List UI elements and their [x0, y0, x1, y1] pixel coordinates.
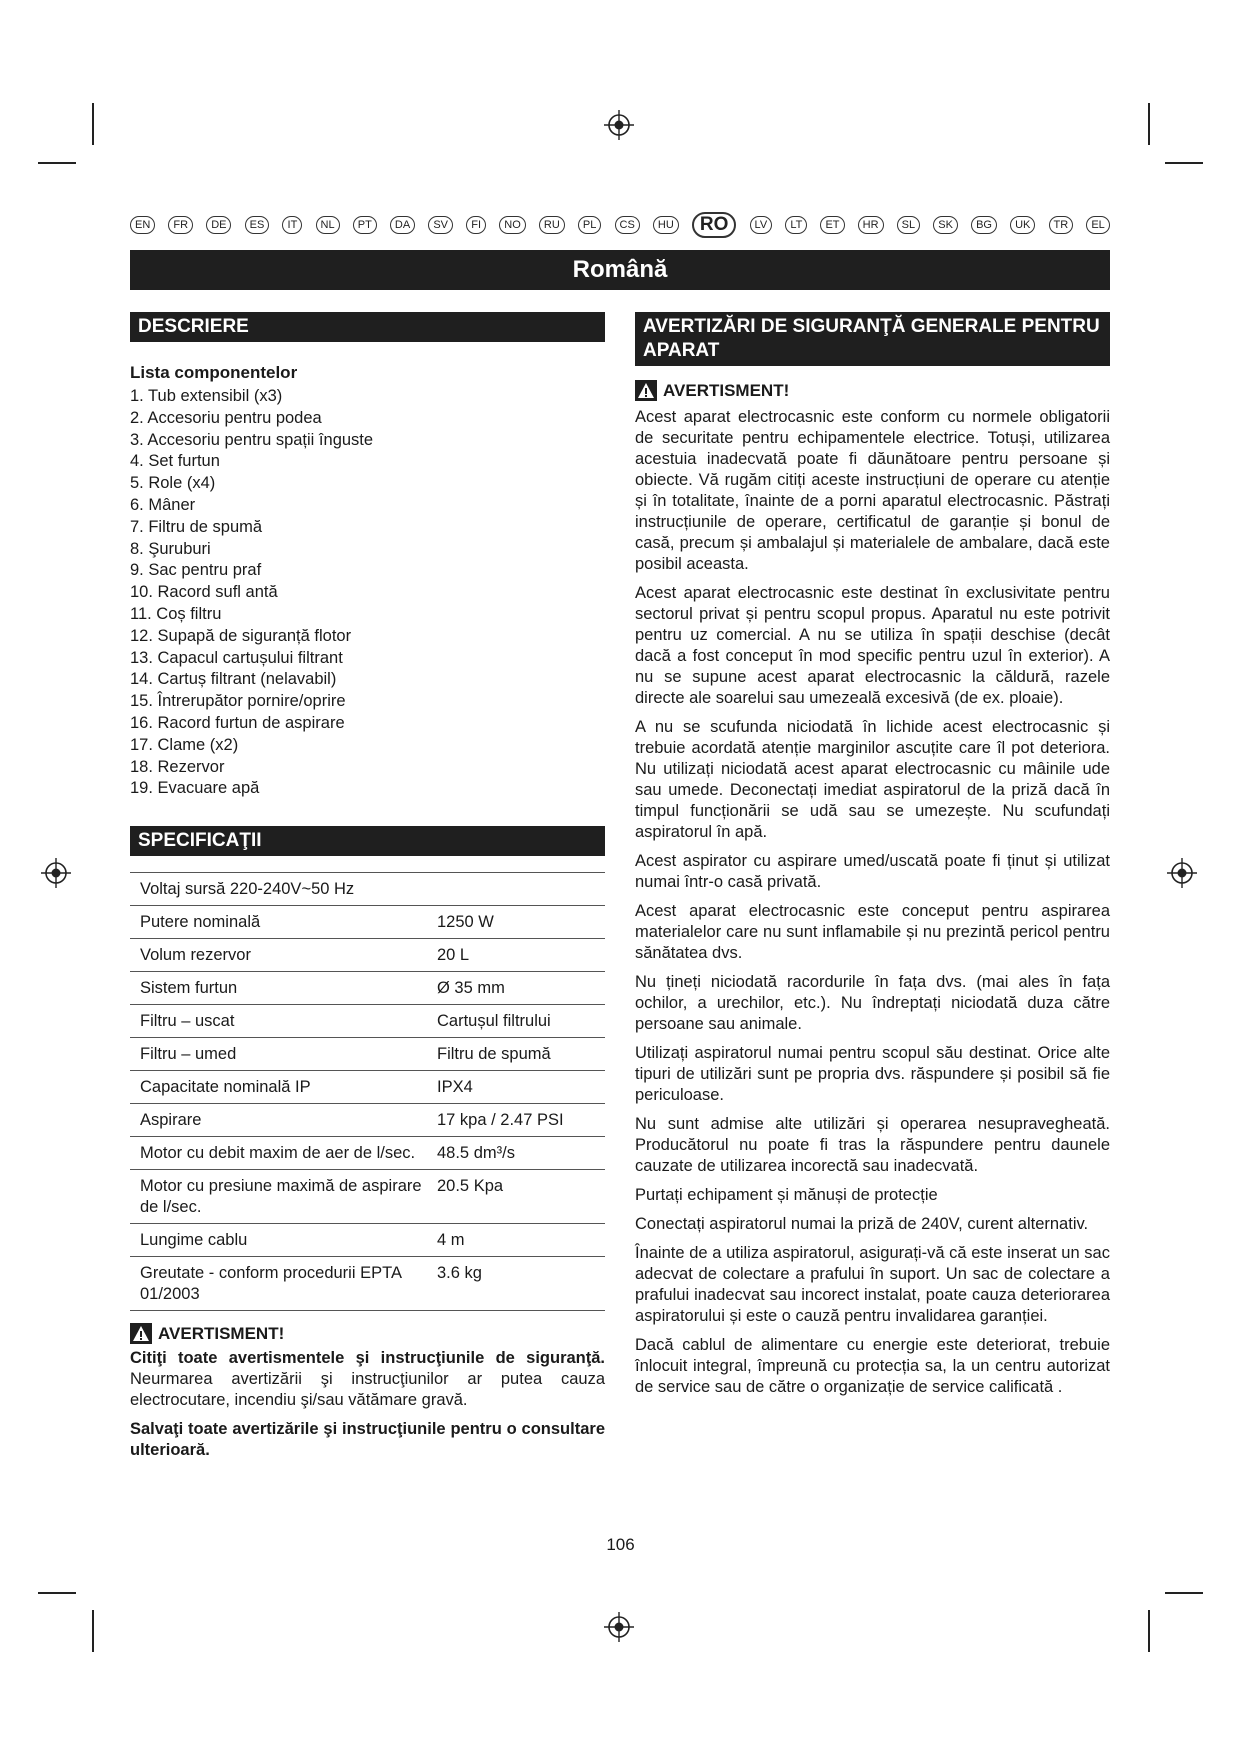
component-item: 5. Role (x4) — [130, 474, 216, 493]
spec-value: Cartușul filtrului — [431, 1005, 605, 1038]
registration-mark-icon — [1165, 856, 1199, 890]
language-badge-pl: PL — [578, 216, 601, 234]
language-badge-es: ES — [245, 216, 270, 234]
warning-label: AVERTISMENT! — [663, 381, 790, 400]
language-badge-hr: HR — [858, 216, 884, 234]
language-badge-it: IT — [282, 216, 302, 234]
registration-mark-icon — [602, 108, 636, 142]
spec-row — [130, 1071, 605, 1104]
warning-paragraph — [130, 1348, 605, 1411]
component-item: 10. Racord sufl antă — [130, 583, 278, 602]
components-title: Lista componentelor — [130, 363, 298, 382]
spec-row — [130, 1224, 605, 1257]
language-badge-uk: UK — [1010, 216, 1035, 234]
language-badge-no: NO — [499, 216, 526, 234]
crop-mark — [92, 1610, 94, 1652]
crop-mark — [38, 1592, 76, 1594]
spec-row — [130, 972, 605, 1005]
safety-paragraph: Acest aparat electrocasnic este destinat în exclusivitate pentru sectorul privat și pentru scopul propus. Aparatul nu este potrivit pentru uz comercial. A nu se utiliza în spații deschise (decât dacă a fost conceput în mod specific pentru uzul în exterior). A nu se supune acest aparat electrocasnic la căldură, razele directe ale soarelui sau umezeală excesivă (de ex. ploaie). — [635, 584, 1110, 707]
spec-row — [130, 1257, 605, 1311]
right-column — [635, 312, 1110, 1406]
spec-row — [130, 1170, 605, 1224]
crop-mark — [1165, 162, 1203, 164]
warning-bold-text: Citiţi toate avertismentele şi instrucţiunile de siguranţă. — [130, 1349, 605, 1368]
component-item: 19. Evacuare apă — [130, 779, 260, 798]
language-badge-lt: LT — [785, 216, 807, 234]
language-badge-da: DA — [390, 216, 415, 234]
spec-value: 48.5 dm³/s — [431, 1137, 605, 1170]
spec-label: Volum rezervor — [130, 939, 431, 972]
spec-label: Filtru – uscat — [130, 1005, 431, 1038]
component-item: 11. Coș filtru — [130, 604, 222, 623]
spec-row — [130, 1104, 605, 1137]
language-badge-ro: RO — [692, 212, 737, 238]
component-item: 6. Mâner — [130, 495, 196, 514]
language-badge-et: ET — [820, 216, 844, 234]
warning-label: AVERTISMENT! — [158, 1324, 285, 1344]
crop-mark — [1165, 1592, 1203, 1594]
spec-label: Sistem furtun — [130, 972, 431, 1005]
left-column — [130, 312, 605, 1469]
registration-mark-icon — [602, 1610, 636, 1644]
spec-value: IPX4 — [431, 1071, 605, 1104]
language-badge-sv: SV — [428, 216, 453, 234]
spec-label: Motor cu presiune maximă de aspirare de l/sec. — [130, 1170, 431, 1224]
spec-label: Lungime cablu — [130, 1224, 431, 1257]
page-title: Română — [130, 250, 1110, 290]
safety-paragraph: Nu țineți niciodată racordurile în fața dvs. (mai ales în fața ochilor, a urechilor, etc.). Nu îndreptați niciodată duza către persoane sau animale. — [635, 973, 1110, 1033]
spec-value: 4 m — [431, 1224, 605, 1257]
warning-text: Neurmarea avertizării şi instrucţiunilor ar putea cauza electrocutare, incendiu şi/sau vătămare gravă. — [130, 1370, 605, 1410]
crop-mark — [38, 162, 76, 164]
save-instructions-paragraph: Salvaţi toate avertizările şi instrucţiunile pentru o consultare ulterioară. — [130, 1420, 605, 1460]
component-item: 9. Sac pentru praf — [130, 561, 262, 580]
language-badge-bg: BG — [971, 216, 997, 234]
spec-row — [130, 1038, 605, 1071]
spec-row — [130, 906, 605, 939]
language-badge-cs: CS — [615, 216, 640, 234]
component-item: 18. Rezervor — [130, 757, 225, 776]
crop-mark — [1148, 103, 1150, 145]
component-item: 15. Întrerupător pornire/oprire — [130, 692, 346, 711]
language-badge-fr: FR — [168, 216, 193, 234]
section-heading-description: DESCRIERE — [130, 312, 605, 342]
language-badge-en: EN — [130, 216, 155, 234]
warning-icon — [635, 380, 657, 401]
language-badge-hu: HU — [653, 216, 679, 234]
registration-mark-icon — [39, 856, 73, 890]
safety-paragraph: Dacă cablul de alimentare cu energie este deteriorat, trebuie înlocuit integral, împreună cu protecția sa, la un centru autorizat de service sau de către o organizație de service calificată . — [635, 1336, 1110, 1396]
language-badge-el: EL — [1086, 216, 1109, 234]
specifications-table — [130, 872, 605, 1311]
language-badge-pt: PT — [353, 216, 377, 234]
safety-paragraph: Acest aspirator cu aspirare umed/uscată poate fi ținut și utilizat numai într-o casă privată. — [635, 852, 1110, 891]
language-badge-sl: SL — [897, 216, 920, 234]
spec-value: 3.6 kg — [431, 1257, 605, 1311]
safety-paragraph: Utilizați aspiratorul numai pentru scopul său destinat. Orice alte tipuri de utilizări sunt pe propria dvs. răspundere și posibil să fie periculoase. — [635, 1044, 1110, 1104]
spec-label: Voltaj sursă 220-240V~50 Hz — [130, 873, 431, 906]
spec-value: 20 L — [431, 939, 605, 972]
safety-paragraph: Acest aparat electrocasnic este conceput pentru aspirarea materialelor care nu sunt inflamabile și nu prezintă pericol pentru sănătatea dvs. — [635, 902, 1110, 962]
crop-mark — [1148, 1610, 1150, 1652]
section-heading-safety-warnings: AVERTIZĂRI DE SIGURANŢĂ GENERALE PENTRU APARAT — [635, 312, 1110, 366]
component-item: 3. Accesoriu pentru spații înguste — [130, 430, 374, 449]
spec-label: Capacitate nominală IP — [130, 1071, 431, 1104]
language-badge-lv: LV — [750, 216, 773, 234]
warning-heading — [130, 1323, 605, 1344]
safety-paragraph: Conectați aspiratorul numai la priză de 240V, curent alternativ. — [635, 1215, 1089, 1233]
components-list — [130, 386, 605, 800]
spec-label: Putere nominală — [130, 906, 431, 939]
safety-paragraphs — [635, 407, 1110, 1398]
warning-icon — [130, 1323, 152, 1344]
component-item: 8. Şuruburi — [130, 539, 211, 558]
component-item: 7. Filtru de spumă — [130, 517, 263, 536]
warning-heading — [635, 380, 1110, 401]
safety-paragraph: Înainte de a utiliza aspiratorul, asigurați-vă că este inserat un sac adecvat de colectare a prafului în suport. Un sac de colectare a prafului inadecvat sau incorect instalat, poate cauza deteriorarea aspiratorului și este o cauză pentru invalidarea garanției. — [635, 1244, 1110, 1325]
spec-label: Motor cu debit maxim de aer de l/sec. — [130, 1137, 431, 1170]
spec-label: Filtru – umed — [130, 1038, 431, 1071]
spec-label: Aspirare — [130, 1104, 431, 1137]
component-item: 17. Clame (x2) — [130, 735, 239, 754]
spec-value: Ø 35 mm — [431, 972, 605, 1005]
language-badge-ru: RU — [539, 216, 565, 234]
language-badge-de: DE — [206, 216, 231, 234]
language-badge-sk: SK — [933, 216, 958, 234]
spec-row — [130, 873, 605, 906]
spec-row — [130, 939, 605, 972]
language-badge-tr: TR — [1049, 216, 1074, 234]
spec-value: 20.5 Kpa — [431, 1170, 605, 1224]
crop-mark — [92, 103, 94, 145]
language-badge-fi: FI — [466, 216, 486, 234]
spec-value — [431, 873, 605, 906]
component-item: 1. Tub extensibil (x3) — [130, 387, 283, 405]
language-badge-nl: NL — [316, 216, 340, 234]
page-number: 106 — [606, 1535, 635, 1554]
safety-paragraph: Acest aparat electrocasnic este conform cu normele obligatorii de securitate pentru echipamentele electrice. Totuși, utilizarea acestuia inadecvată poate fi dăunătoare pentru persoane și obiecte. Vă rugăm citiți aceste instrucțiuni de operare cu atenție și în totalitate, înainte de a porni aparatul electrocasnic. Păstrați instrucțiunile de operare, certificatul de garanție și bonul de casă, precum și ambalajul și materialele de ambalare, dacă este posibil aceasta. — [635, 408, 1110, 573]
component-item: 13. Capacul cartușului filtrant — [130, 648, 343, 667]
spec-label: Greutate - conform procedurii EPTA 01/2003 — [130, 1257, 431, 1311]
language-selector — [130, 212, 1110, 238]
component-item: 2. Accesoriu pentru podea — [130, 408, 322, 427]
safety-paragraph: A nu se scufunda niciodată în lichide acest electrocasnic și trebuie acordată atenție marginilor ascuțite care îl pot deteriora. Nu utilizați niciodată acest aparat electrocasnic cu mâinile ude sau umede. Deconectați imediat aspiratorul de la priză dacă în timpul funcționării se udă sau se umezește. Nu scufundați aspiratorul în apă. — [635, 718, 1110, 841]
component-item: 12. Supapă de siguranță flotor — [130, 626, 352, 645]
section-heading-specifications: SPECIFICAŢII — [130, 826, 605, 856]
spec-row — [130, 1137, 605, 1170]
spec-value: Filtru de spumă — [431, 1038, 605, 1071]
safety-paragraph: Nu sunt admise alte utilizări și operarea nesupravegheată. Producătorul nu poate fi tras la răspundere pentru daunele cauzate de utilizarea incorectă sau inadecvată. — [635, 1115, 1110, 1175]
spec-row — [130, 1005, 605, 1038]
spec-value: 1250 W — [431, 906, 605, 939]
spec-value: 17 kpa / 2.47 PSI — [431, 1104, 605, 1137]
component-item: 4. Set furtun — [130, 452, 220, 471]
component-item: 14. Cartuș filtrant (nelavabil) — [130, 670, 337, 689]
component-item: 16. Racord furtun de aspirare — [130, 713, 345, 732]
safety-paragraph: Purtați echipament și mănuși de protecție — [635, 1186, 938, 1204]
